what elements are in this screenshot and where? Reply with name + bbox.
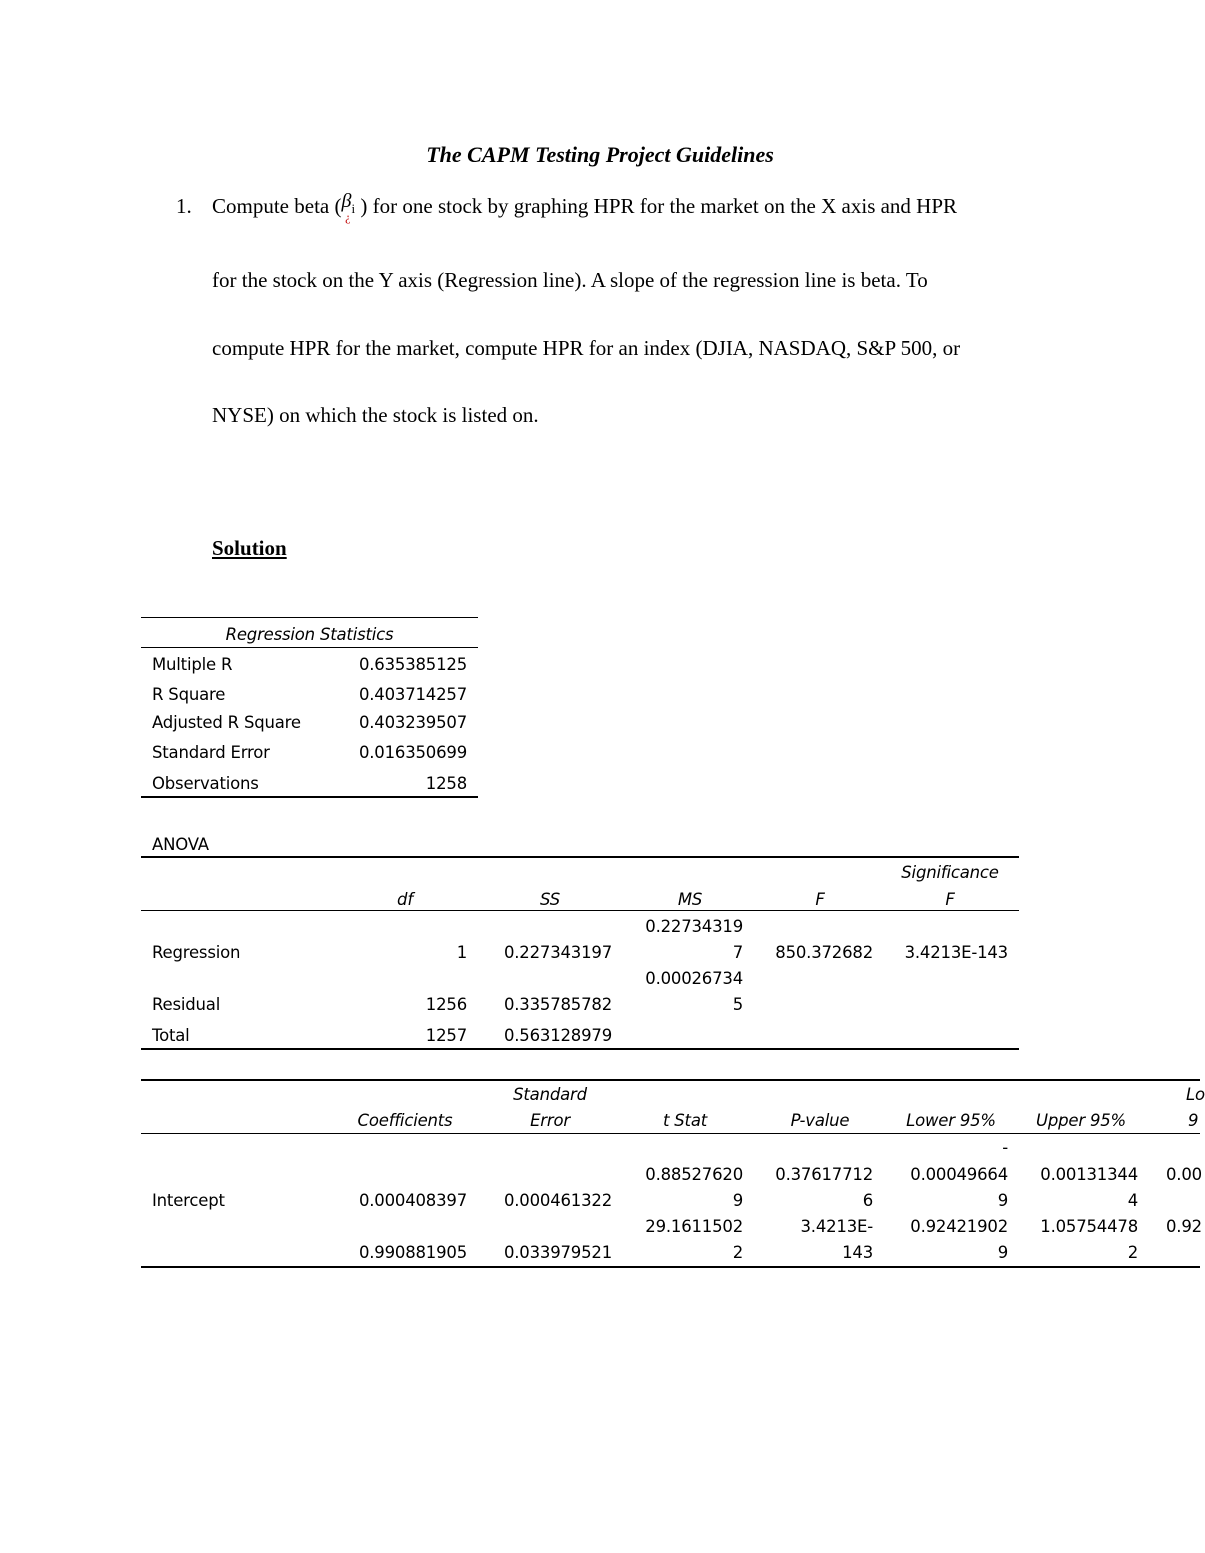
anova-regression-f: 850.372682	[775, 943, 873, 962]
anova-residual-ms-cont: 5	[732, 995, 743, 1014]
regstats-header-rule	[141, 647, 478, 648]
anova-top-rule	[141, 856, 1019, 858]
anova-header-significance: Significance	[901, 863, 999, 882]
question-line-1-post: ) for one stock by graphing HPR for the market on the X axis and HPR	[360, 194, 958, 218]
question-line-1	[212, 190, 958, 224]
anova-regression-ms: 0.22734319	[645, 917, 743, 936]
regstats-bottom-rule	[141, 796, 478, 798]
coef-header-lower95: Lower 95%	[906, 1111, 996, 1130]
regstats-label: Adjusted R Square	[152, 713, 301, 732]
anova-header-ms: MS	[677, 890, 703, 909]
coef-header-coefficients: Coefficients	[357, 1111, 453, 1130]
coef-x-lower95-cont: 9	[997, 1243, 1008, 1262]
anova-row-label: Residual	[152, 995, 221, 1014]
coef-intercept-tstat: 0.88527620	[645, 1165, 743, 1184]
coef-x-pvalue: 3.4213E-	[800, 1217, 873, 1236]
anova-header-significance-f: F	[945, 890, 955, 909]
regstats-top-rule	[141, 617, 478, 618]
anova-header-ss: SS	[540, 890, 560, 909]
coef-intercept-standard-error: 0.000461322	[503, 1191, 612, 1210]
regstats-label: R Square	[152, 685, 226, 704]
document-title: The CAPM Testing Project Guidelines	[426, 142, 774, 167]
anova-regression-ms-cont: 7	[732, 943, 743, 962]
beta-subscript-red-mark: ¿	[345, 210, 351, 224]
anova-residual-df: 1256	[425, 995, 467, 1014]
regstats-label: Standard Error	[152, 743, 270, 762]
coef-x-lower95-cut: 0.92	[1166, 1217, 1202, 1236]
anova-bottom-rule	[141, 1048, 1019, 1050]
coef-x-tstat: 29.1611502	[645, 1217, 743, 1236]
anova-header-df: df	[397, 890, 413, 909]
anova-regression-df: 1	[456, 943, 467, 962]
coef-intercept-lower-dash: -	[1002, 1138, 1008, 1157]
coef-intercept-pvalue: 0.37617712	[775, 1165, 873, 1184]
anova-row-label: Regression	[152, 943, 241, 962]
anova-row-label: Total	[152, 1026, 190, 1045]
coef-intercept-pvalue-cont: 6	[862, 1191, 873, 1210]
anova-residual-ms: 0.00026734	[645, 969, 743, 988]
question-line-1-pre: Compute beta (	[212, 194, 342, 218]
question-line-2: for the stock on the Y axis (Regression line). A slope of the regression line is beta. To	[212, 268, 928, 292]
anova-regression-significance: 3.4213E-143	[904, 943, 1008, 962]
coef-header-error: Error	[530, 1111, 570, 1130]
coef-row-label: Intercept	[152, 1191, 225, 1210]
coef-x-upper95: 1.05754478	[1040, 1217, 1138, 1236]
coef-header-upper95: Upper 95%	[1035, 1111, 1127, 1130]
anova-title: ANOVA	[152, 835, 209, 854]
regstats-label: Observations	[152, 774, 259, 793]
anova-header-f: F	[815, 890, 825, 909]
coef-intercept-coefficient: 0.000408397	[358, 1191, 467, 1210]
coef-x-standard-error: 0.033979521	[503, 1243, 612, 1262]
regstats-value: 0.016350699	[358, 743, 467, 762]
coef-x-pvalue-cont: 143	[842, 1243, 873, 1262]
beta-symbol: β	[341, 190, 352, 212]
regstats-label: Multiple R	[152, 655, 233, 674]
coef-x-coefficient: 0.990881905	[358, 1243, 467, 1262]
coef-header-tstat: t Stat	[662, 1111, 708, 1130]
question-number: 1.	[176, 194, 192, 218]
coef-intercept-lower95-cut: 0.00	[1166, 1165, 1202, 1184]
coef-top-rule	[141, 1079, 1200, 1081]
coef-header-lower-cut: Lo	[1186, 1085, 1205, 1104]
coef-intercept-tstat-cont: 9	[732, 1191, 743, 1210]
question-line-3: compute HPR for the market, compute HPR for an index (DJIA, NASDAQ, S&P 500, or	[212, 336, 961, 360]
anova-residual-ss: 0.335785782	[503, 995, 612, 1014]
coef-header-pvalue: P-value	[790, 1111, 850, 1130]
coef-x-upper95-cont: 2	[1127, 1243, 1138, 1262]
solution-heading: Solution	[212, 536, 287, 560]
coef-intercept-upper95: 0.00131344	[1040, 1165, 1138, 1184]
coef-header-rule	[141, 1133, 1200, 1134]
regstats-header: Regression Statistics	[225, 625, 394, 644]
regstats-value: 0.403239507	[358, 713, 467, 732]
coef-header-lower95-cut: 9	[1188, 1111, 1199, 1130]
regstats-value: 0.403714257	[358, 685, 467, 704]
coef-intercept-lower95: 0.00049664	[910, 1165, 1008, 1184]
anova-total-df: 1257	[425, 1026, 467, 1045]
regstats-value: 0.635385125	[358, 655, 467, 674]
coef-intercept-upper95-cont: 4	[1127, 1191, 1138, 1210]
coef-x-lower95: 0.92421902	[910, 1217, 1008, 1236]
beta-subscript: i	[351, 201, 356, 216]
anova-total-ss: 0.563128979	[503, 1026, 612, 1045]
coef-header-standard: Standard	[513, 1085, 587, 1104]
regstats-value: 1258	[425, 774, 467, 793]
coef-intercept-lower95-cont: 9	[997, 1191, 1008, 1210]
coef-bottom-rule	[141, 1266, 1200, 1268]
question-line-4: NYSE) on which the stock is listed on.	[212, 403, 539, 427]
coef-x-tstat-cont: 2	[732, 1243, 743, 1262]
anova-regression-ss: 0.227343197	[503, 943, 612, 962]
anova-header-rule	[141, 910, 1019, 911]
